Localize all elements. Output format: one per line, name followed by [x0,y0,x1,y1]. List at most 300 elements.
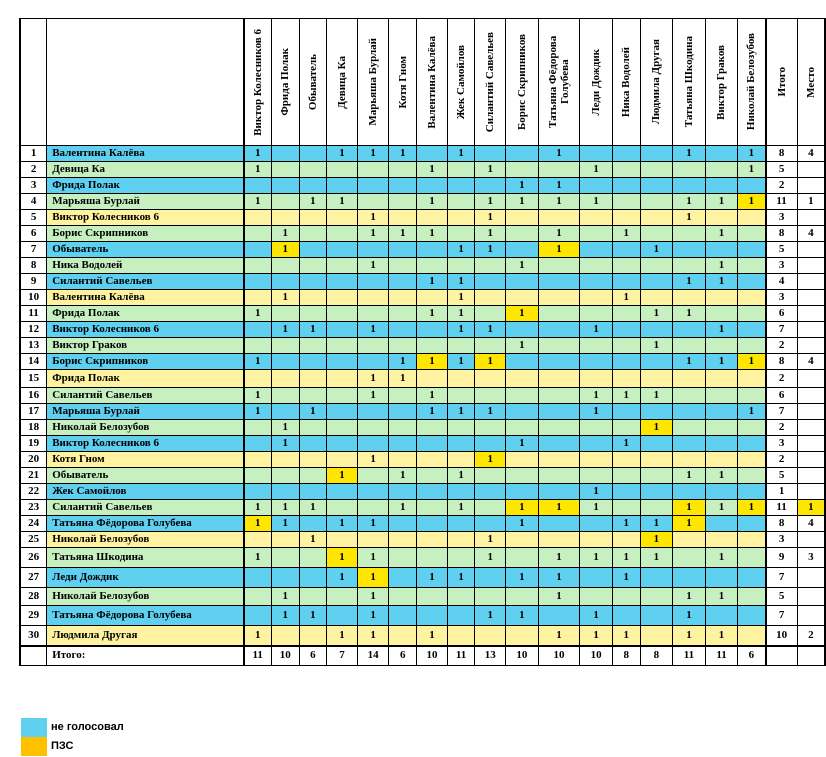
vote-cell [447,420,475,436]
vote-cell [580,468,613,484]
vote-cell [506,370,539,388]
vote-cell: 1 [538,146,580,162]
vote-cell [299,484,327,500]
vote-cell [417,500,448,516]
vote-cell [705,436,738,452]
vote-cell [299,242,327,258]
column-header [673,19,706,146]
vote-cell: 1 [673,210,706,226]
vote-cell [447,436,475,452]
table-row [20,626,825,646]
row-name: Виктор Граков [47,338,244,354]
vote-cell [417,290,448,306]
vote-cell: 1 [357,626,389,646]
vote-cell [673,242,706,258]
vote-cell [640,626,673,646]
row-number: 19 [20,436,47,452]
vote-cell [299,568,327,588]
table-row [20,468,825,484]
column-header-label: Леди Дождик [590,48,603,116]
vote-cell [389,258,417,274]
vote-cell: 1 [417,226,448,242]
vote-cell [244,606,272,626]
vote-cell [417,468,448,484]
vote-cell [612,210,640,226]
vote-cell [357,484,389,500]
vote-cell [738,210,766,226]
table-row [20,436,825,452]
vote-cell [612,420,640,436]
row-name: Татьяна Фёдорова Голубева [47,516,244,532]
vote-cell [580,242,613,258]
vote-cell [417,532,448,548]
vote-cell [475,306,506,322]
vote-cell [389,194,417,210]
vote-cell: 1 [327,468,358,484]
vote-cell [417,370,448,388]
vote-cell: 1 [447,568,475,588]
table-row [20,588,825,606]
vote-cell [475,178,506,194]
totals-cell: 11 [447,646,475,666]
vote-cell [357,404,389,420]
vote-cell: 1 [612,516,640,532]
vote-cell: 1 [673,606,706,626]
vote-cell [705,210,738,226]
vote-cell [640,468,673,484]
vote-cell [417,146,448,162]
vote-cell [538,322,580,338]
vote-cell [357,306,389,322]
row-total: 3 [766,436,798,452]
vote-cell: 1 [612,226,640,242]
vote-cell: 1 [538,242,580,258]
vote-cell [299,626,327,646]
vote-cell [506,404,539,420]
vote-cell [640,322,673,338]
vote-cell [612,322,640,338]
row-number: 1 [20,146,47,162]
vote-cell: 1 [271,290,299,306]
column-header [506,19,539,146]
row-name: Девица Ка [47,162,244,178]
row-total: 5 [766,468,798,484]
vote-cell [271,468,299,484]
vote-cell [417,484,448,500]
vote-cell [738,178,766,194]
vote-cell [640,588,673,606]
vote-cell [447,516,475,532]
vote-cell: 1 [580,606,613,626]
row-number: 15 [20,370,47,388]
vote-cell [640,290,673,306]
vote-cell [580,274,613,290]
vote-cell: 1 [244,162,272,178]
vote-cell [299,162,327,178]
vote-cell [299,178,327,194]
vote-cell [271,452,299,468]
row-place [797,210,825,226]
vote-cell [612,588,640,606]
totals-num [20,646,47,666]
legend-label-not-voted: не голосовал [51,721,124,733]
row-total: 8 [766,516,798,532]
vote-cell: 1 [673,194,706,210]
vote-cell [580,178,613,194]
vote-cell [580,306,613,322]
vote-cell: 1 [389,500,417,516]
vote-cell [447,484,475,500]
vote-cell [389,606,417,626]
row-total: 7 [766,606,798,626]
vote-cell: 1 [327,626,358,646]
vote-cell: 1 [447,468,475,484]
vote-cell: 1 [357,606,389,626]
table-row [20,452,825,468]
vote-cell [705,452,738,468]
vote-cell [538,436,580,452]
row-name: Татьяна Шкодина [47,548,244,568]
vote-cell: 1 [475,354,506,370]
vote-cell [357,274,389,290]
row-number: 6 [20,226,47,242]
vote-cell: 1 [357,568,389,588]
vote-cell [738,420,766,436]
vote-cell [738,388,766,404]
vote-cell [738,306,766,322]
column-header-label: Николай Белозубов [745,33,758,131]
row-total: 7 [766,568,798,588]
vote-cell [506,532,539,548]
column-header [299,19,327,146]
vote-cell [389,452,417,468]
vote-cell [327,420,358,436]
vote-cell [271,484,299,500]
vote-cell: 1 [299,532,327,548]
vote-cell [538,606,580,626]
vote-cell [417,338,448,354]
vote-cell [417,452,448,468]
vote-cell [738,322,766,338]
vote-cell [389,178,417,194]
vote-cell [673,568,706,588]
vote-cell: 1 [271,322,299,338]
vote-cell [475,500,506,516]
vote-cell: 1 [357,258,389,274]
table-row [20,210,825,226]
vote-cell [673,290,706,306]
vote-cell: 1 [506,516,539,532]
header-row [20,19,825,146]
column-header-label: Жек Самойлов [455,44,468,120]
vote-cell: 1 [244,548,272,568]
vote-cell [244,588,272,606]
vote-cell [640,354,673,370]
vote-cell [506,274,539,290]
vote-cell: 1 [538,588,580,606]
row-place [797,178,825,194]
row-number: 8 [20,258,47,274]
row-total: 2 [766,338,798,354]
column-header-label: Татьяна Шкодина [682,36,695,128]
row-name: Валентина Калёва [47,146,244,162]
row-total: 1 [766,484,798,500]
header-corner-num [20,19,47,146]
totals-row [20,646,825,666]
vote-cell [244,420,272,436]
row-place: 4 [797,226,825,242]
row-number: 16 [20,388,47,404]
vote-cell: 1 [580,194,613,210]
vote-cell: 1 [538,178,580,194]
vote-cell [705,306,738,322]
vote-cell: 1 [580,548,613,568]
vote-cell: 1 [673,516,706,532]
vote-cell [447,210,475,226]
vote-cell [738,568,766,588]
table-row [20,568,825,588]
column-header-label: Виктор Граков [715,44,728,120]
vote-cell [327,322,358,338]
header-total-label: Итого [775,67,788,97]
column-header-label: Виктор Колесников 6 [251,28,264,136]
vote-cell: 1 [475,404,506,420]
vote-cell [538,290,580,306]
table-row [20,484,825,500]
vote-cell [271,194,299,210]
vote-cell: 1 [673,626,706,646]
vote-cell [271,404,299,420]
vote-cell [612,354,640,370]
column-header-label: Фрида Полак [279,48,292,116]
vote-cell [705,290,738,306]
vote-cell: 1 [506,436,539,452]
vote-cell: 1 [244,626,272,646]
vote-cell: 1 [580,500,613,516]
row-total: 5 [766,242,798,258]
vote-cell [580,420,613,436]
vote-cell: 1 [475,322,506,338]
vote-cell: 1 [417,568,448,588]
vote-cell: 1 [475,194,506,210]
vote-cell [357,338,389,354]
vote-cell [327,306,358,322]
vote-cell [538,162,580,178]
vote-cell [299,516,327,532]
row-place [797,258,825,274]
row-number: 24 [20,516,47,532]
vote-cell: 1 [417,274,448,290]
column-header [271,19,299,146]
vote-cell [299,210,327,226]
vote-cell: 1 [447,500,475,516]
vote-cell [612,146,640,162]
row-name: Борис Скрипников [47,354,244,370]
vote-cell [244,210,272,226]
row-place [797,420,825,436]
column-header-label: Людмила Другая [650,39,663,125]
row-total: 8 [766,354,798,370]
row-place: 1 [797,500,825,516]
vote-cell [357,532,389,548]
row-name: Борис Скрипников [47,226,244,242]
table-row [20,194,825,210]
vote-cell [612,338,640,354]
totals-cell: 7 [327,646,358,666]
vote-cell: 1 [705,588,738,606]
vote-cell [538,452,580,468]
row-number: 22 [20,484,47,500]
vote-cell [580,226,613,242]
vote-cell [475,626,506,646]
vote-cell [640,404,673,420]
vote-cell [705,178,738,194]
totals-place [797,646,825,666]
vote-cell [244,242,272,258]
vote-cell: 1 [640,388,673,404]
vote-cell [244,258,272,274]
vote-cell [271,548,299,568]
row-name: Фрида Полак [47,370,244,388]
vote-cell [327,290,358,306]
vote-cell [271,210,299,226]
column-header-label: Обыватель [306,53,319,111]
vote-cell: 1 [299,606,327,626]
vote-cell: 1 [357,210,389,226]
vote-cell [447,452,475,468]
vote-cell: 1 [327,516,358,532]
vote-cell [612,194,640,210]
vote-cell [580,338,613,354]
row-name: Силантий Савельев [47,274,244,290]
vote-cell: 1 [389,370,417,388]
vote-cell [612,162,640,178]
vote-cell [327,258,358,274]
row-number: 29 [20,606,47,626]
vote-cell: 1 [538,568,580,588]
vote-cell: 1 [506,258,539,274]
vote-cell [640,436,673,452]
vote-cell [417,436,448,452]
row-number: 13 [20,338,47,354]
vote-cell [357,354,389,370]
table-row [20,242,825,258]
header-place [797,19,825,146]
row-number: 21 [20,468,47,484]
vote-cell: 1 [538,226,580,242]
vote-cell [475,290,506,306]
vote-cell [271,258,299,274]
vote-cell [673,548,706,568]
vote-cell: 1 [612,548,640,568]
vote-cell: 1 [475,242,506,258]
vote-cell [640,210,673,226]
vote-cell [612,258,640,274]
vote-cell [705,370,738,388]
row-number: 25 [20,532,47,548]
vote-cell [327,226,358,242]
row-total: 10 [766,626,798,646]
vote-cell: 1 [705,468,738,484]
row-place [797,162,825,178]
vote-cell [475,468,506,484]
row-name: Виктор Колесников 6 [47,322,244,338]
vote-cell [640,484,673,500]
vote-cell: 1 [271,242,299,258]
table-row [20,290,825,306]
vote-cell [705,404,738,420]
totals-cell: 6 [389,646,417,666]
row-number: 9 [20,274,47,290]
totals-cell: 11 [673,646,706,666]
row-name: Виктор Колесников 6 [47,210,244,226]
vote-cell [447,162,475,178]
vote-cell [506,322,539,338]
vote-cell: 1 [299,404,327,420]
vote-cell: 1 [475,532,506,548]
vote-cell [705,568,738,588]
vote-cell: 1 [299,322,327,338]
vote-cell [271,532,299,548]
vote-cell: 1 [271,588,299,606]
vote-cell: 1 [475,162,506,178]
table-row [20,548,825,568]
vote-cell [506,588,539,606]
row-total: 8 [766,226,798,242]
row-name: Обыватель [47,468,244,484]
column-header [612,19,640,146]
row-place [797,242,825,258]
vote-cell [447,532,475,548]
vote-cell [738,484,766,500]
vote-cell [475,388,506,404]
vote-cell [738,588,766,606]
vote-cell [612,370,640,388]
vote-cell [271,306,299,322]
vote-cell [738,532,766,548]
vote-cell [475,588,506,606]
vote-cell: 1 [417,306,448,322]
vote-cell [271,178,299,194]
vote-cell [357,500,389,516]
totals-cell: 10 [506,646,539,666]
vote-cell [612,452,640,468]
vote-cell [271,338,299,354]
vote-cell [327,210,358,226]
row-name: Силантий Савельев [47,500,244,516]
vote-cell [417,548,448,568]
vote-cell [705,532,738,548]
vote-cell [327,242,358,258]
vote-cell [673,322,706,338]
table-row [20,322,825,338]
column-header [738,19,766,146]
vote-cell [244,178,272,194]
vote-cell: 1 [447,242,475,258]
vote-cell: 1 [705,226,738,242]
vote-cell [580,568,613,588]
vote-cell [538,354,580,370]
column-header-label: Ника Водолей [620,46,633,118]
totals-total [766,646,798,666]
vote-cell [327,484,358,500]
vote-cell [506,290,539,306]
table-row [20,274,825,290]
vote-cell [327,500,358,516]
vote-cell [640,194,673,210]
vote-cell [705,606,738,626]
vote-cell: 1 [580,162,613,178]
